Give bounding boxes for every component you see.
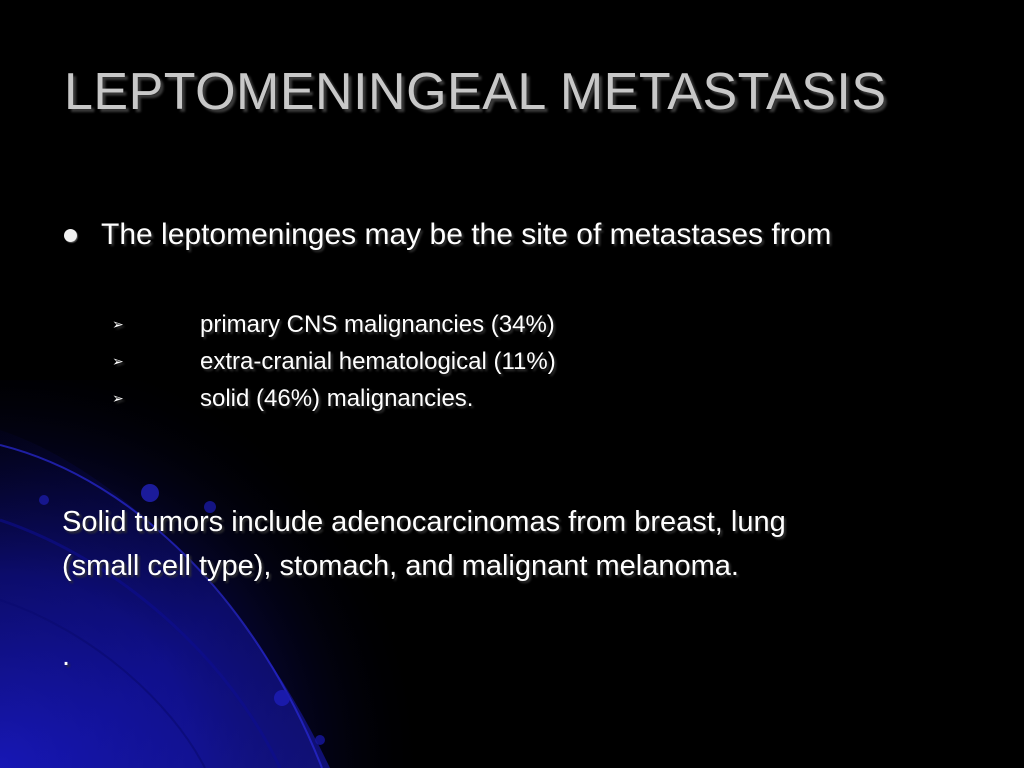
arrowhead-bullet-icon: ➢ xyxy=(112,390,124,406)
sub-bullet-list xyxy=(112,306,556,417)
sub-bullet-item xyxy=(112,306,556,343)
sub-bullet-text: primary CNS malignancies (34%) xyxy=(200,310,555,338)
arrowhead-bullet-icon: ➢ xyxy=(112,316,124,332)
arrowhead-bullet-icon: ➢ xyxy=(112,353,124,369)
sub-bullet-item xyxy=(112,380,556,417)
sub-bullet-text: solid (46%) malignancies. xyxy=(200,384,474,412)
paragraph-line: (small cell type), stomach, and malignant melanoma. xyxy=(62,550,739,582)
main-bullet-text: The leptomeninges may be the site of metastases from xyxy=(101,218,832,251)
main-bullet xyxy=(64,218,831,252)
solid-tumors-paragraph xyxy=(62,500,962,588)
paragraph-line: Solid tumors include adenocarcinomas from breast, lung xyxy=(62,506,786,538)
sub-bullet-text: extra-cranial hematological (11%) xyxy=(200,347,556,375)
bullet-dot-icon xyxy=(64,229,77,242)
sub-bullet-item xyxy=(112,343,556,380)
trailing-period: . xyxy=(62,640,71,672)
slide-title: LEPTOMENINGEAL METASTASIS xyxy=(64,63,887,121)
